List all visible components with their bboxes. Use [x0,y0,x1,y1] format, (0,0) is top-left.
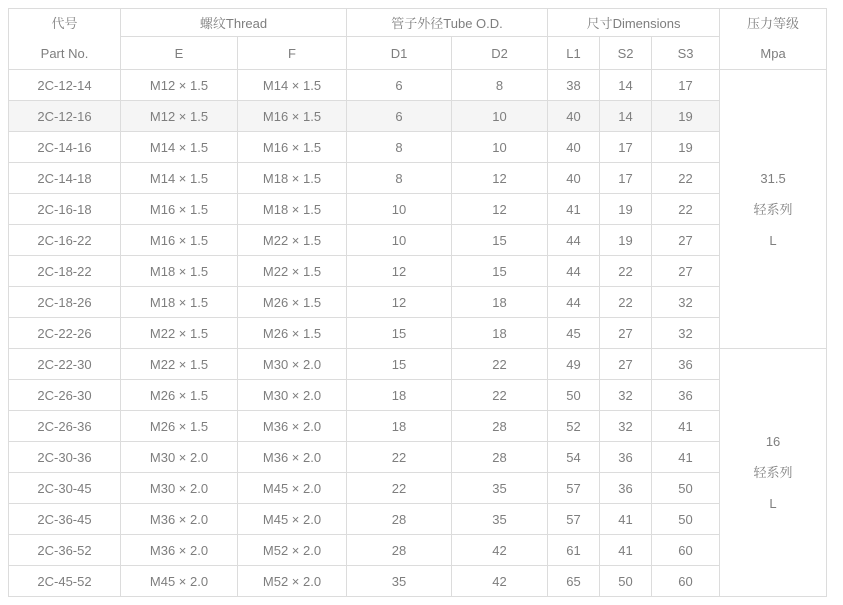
cell-s2: 27 [600,318,652,349]
cell-s2: 19 [600,194,652,225]
cell-d2: 28 [452,411,548,442]
subcol-header-d2: D2 [452,37,548,70]
cell-s3: 41 [652,442,720,473]
cell-part-no: 2C-16-22 [9,225,121,256]
subcol-header-e: E [121,37,238,70]
cell-part-no: 2C-18-26 [9,287,121,318]
cell-s2: 17 [600,132,652,163]
header-sub-row [9,37,827,70]
cell-thread-e: M14 × 1.5 [121,163,238,194]
cell-l1: 40 [548,101,600,132]
cell-thread-f: M30 × 2.0 [238,380,347,411]
cell-thread-f: M18 × 1.5 [238,194,347,225]
cell-s2: 22 [600,256,652,287]
cell-thread-e: M30 × 2.0 [121,442,238,473]
cell-thread-f: M52 × 2.0 [238,535,347,566]
cell-d2: 42 [452,535,548,566]
spec-table [8,8,827,597]
cell-thread-f: M36 × 2.0 [238,442,347,473]
cell-d1: 15 [347,318,452,349]
cell-s3: 50 [652,504,720,535]
cell-d1: 10 [347,225,452,256]
cell-s2: 50 [600,566,652,597]
cell-s3: 19 [652,132,720,163]
cell-s2: 41 [600,535,652,566]
subcol-header-f: F [238,37,347,70]
table-row [9,411,827,442]
cell-part-no: 2C-12-16 [9,101,121,132]
cell-thread-f: M30 × 2.0 [238,349,347,380]
cell-part-no: 2C-14-18 [9,163,121,194]
cell-d1: 22 [347,473,452,504]
cell-l1: 57 [548,504,600,535]
table-row [9,535,827,566]
cell-l1: 38 [548,70,600,101]
cell-pressure-group [720,349,827,597]
col-header-part-no [9,9,121,70]
cell-thread-f: M26 × 1.5 [238,318,347,349]
cell-part-no: 2C-26-36 [9,411,121,442]
cell-s3: 32 [652,318,720,349]
cell-thread-f: M36 × 2.0 [238,411,347,442]
cell-d2: 18 [452,318,548,349]
cell-d2: 10 [452,132,548,163]
group-header-thread: 螺纹Thread [121,9,347,37]
cell-part-no: 2C-12-14 [9,70,121,101]
cell-part-no: 2C-36-45 [9,504,121,535]
group-header-tube-od: 管子外径Tube O.D. [347,9,548,37]
cell-thread-f: M14 × 1.5 [238,70,347,101]
cell-s3: 41 [652,411,720,442]
cell-d2: 35 [452,504,548,535]
pressure-line: L [769,496,777,511]
cell-thread-f: M22 × 1.5 [238,256,347,287]
cell-l1: 52 [548,411,600,442]
cell-pressure-group [720,70,827,349]
table-row [9,194,827,225]
pressure-line: 轻系列 [753,201,793,217]
cell-d1: 22 [347,442,452,473]
cell-d1: 18 [347,411,452,442]
cell-s2: 41 [600,504,652,535]
cell-s2: 14 [600,70,652,101]
cell-thread-e: M22 × 1.5 [121,318,238,349]
cell-d1: 35 [347,566,452,597]
table-row [9,287,827,318]
cell-d1: 6 [347,70,452,101]
table-body [9,70,827,597]
pressure-line: 16 [765,434,781,449]
cell-part-no: 2C-22-26 [9,318,121,349]
cell-l1: 44 [548,225,600,256]
cell-l1: 45 [548,318,600,349]
cell-l1: 40 [548,163,600,194]
cell-l1: 57 [548,473,600,504]
cell-part-no: 2C-22-30 [9,349,121,380]
cell-part-no: 2C-14-16 [9,132,121,163]
table-row [9,225,827,256]
cell-thread-e: M36 × 2.0 [121,535,238,566]
cell-d2: 18 [452,287,548,318]
col-header-pressure [720,9,827,70]
cell-d1: 12 [347,287,452,318]
cell-s3: 60 [652,535,720,566]
cell-d2: 15 [452,225,548,256]
table-row [9,380,827,411]
table-row [9,349,827,380]
cell-d2: 8 [452,70,548,101]
cell-d2: 12 [452,163,548,194]
cell-s3: 27 [652,225,720,256]
cell-thread-e: M18 × 1.5 [121,256,238,287]
pressure-line: L [769,232,777,248]
cell-l1: 44 [548,256,600,287]
cell-d2: 12 [452,194,548,225]
cell-thread-f: M26 × 1.5 [238,287,347,318]
cell-thread-f: M45 × 2.0 [238,504,347,535]
table-row [9,566,827,597]
table-row [9,70,827,101]
cell-d1: 12 [347,256,452,287]
cell-s2: 19 [600,225,652,256]
cell-s2: 36 [600,442,652,473]
cell-s2: 14 [600,101,652,132]
table-row [9,132,827,163]
subcol-header-s2: S2 [600,37,652,70]
cell-s2: 32 [600,380,652,411]
cell-d2: 22 [452,380,548,411]
cell-thread-e: M36 × 2.0 [121,504,238,535]
cell-l1: 61 [548,535,600,566]
cell-thread-f: M45 × 2.0 [238,473,347,504]
cell-thread-e: M22 × 1.5 [121,349,238,380]
cell-d1: 10 [347,194,452,225]
cell-s3: 32 [652,287,720,318]
table-row [9,101,827,132]
cell-l1: 44 [548,287,600,318]
cell-s3: 22 [652,163,720,194]
part-no-label-zh: 代号 [51,16,78,31]
cell-d2: 28 [452,442,548,473]
cell-part-no: 2C-45-52 [9,566,121,597]
cell-s3: 36 [652,380,720,411]
cell-d1: 28 [347,504,452,535]
cell-s3: 17 [652,70,720,101]
cell-d2: 22 [452,349,548,380]
header-group-row [9,9,827,37]
table-row [9,442,827,473]
cell-s3: 60 [652,566,720,597]
cell-l1: 49 [548,349,600,380]
table-row [9,256,827,287]
cell-l1: 41 [548,194,600,225]
cell-thread-e: M45 × 2.0 [121,566,238,597]
cell-s3: 19 [652,101,720,132]
cell-s2: 32 [600,411,652,442]
cell-part-no: 2C-36-52 [9,535,121,566]
cell-d1: 18 [347,380,452,411]
group-header-dimensions: 尺寸Dimensions [548,9,720,37]
table-row [9,473,827,504]
cell-part-no: 2C-18-22 [9,256,121,287]
cell-l1: 54 [548,442,600,473]
cell-thread-f: M16 × 1.5 [238,132,347,163]
pressure-label-en: Mpa [760,46,786,61]
cell-thread-e: M26 × 1.5 [121,411,238,442]
cell-d1: 28 [347,535,452,566]
table-row [9,163,827,194]
cell-l1: 50 [548,380,600,411]
cell-thread-f: M18 × 1.5 [238,163,347,194]
cell-s2: 27 [600,349,652,380]
cell-d2: 42 [452,566,548,597]
cell-s3: 27 [652,256,720,287]
cell-d1: 15 [347,349,452,380]
cell-d2: 10 [452,101,548,132]
cell-s3: 22 [652,194,720,225]
cell-thread-e: M14 × 1.5 [121,132,238,163]
pressure-line: 轻系列 [753,465,793,480]
pressure-label-zh: 压力等级 [747,16,800,31]
cell-l1: 65 [548,566,600,597]
cell-s2: 17 [600,163,652,194]
cell-d1: 6 [347,101,452,132]
cell-s3: 50 [652,473,720,504]
cell-part-no: 2C-30-45 [9,473,121,504]
cell-thread-e: M16 × 1.5 [121,225,238,256]
cell-part-no: 2C-30-36 [9,442,121,473]
subcol-header-s3: S3 [652,37,720,70]
cell-s3: 36 [652,349,720,380]
cell-thread-f: M52 × 2.0 [238,566,347,597]
cell-d2: 35 [452,473,548,504]
cell-thread-f: M16 × 1.5 [238,101,347,132]
cell-thread-e: M12 × 1.5 [121,101,238,132]
cell-thread-e: M16 × 1.5 [121,194,238,225]
cell-thread-e: M26 × 1.5 [121,380,238,411]
cell-thread-e: M12 × 1.5 [121,70,238,101]
part-no-label-en: Part No. [40,46,89,61]
subcol-header-d1: D1 [347,37,452,70]
table-row [9,504,827,535]
table-row [9,318,827,349]
cell-part-no: 2C-26-30 [9,380,121,411]
cell-thread-e: M30 × 2.0 [121,473,238,504]
cell-s2: 36 [600,473,652,504]
cell-thread-e: M18 × 1.5 [121,287,238,318]
subcol-header-l1: L1 [548,37,600,70]
pressure-line: 31.5 [760,170,786,186]
cell-d2: 15 [452,256,548,287]
cell-s2: 22 [600,287,652,318]
cell-l1: 40 [548,132,600,163]
cell-d1: 8 [347,132,452,163]
cell-thread-f: M22 × 1.5 [238,225,347,256]
cell-d1: 8 [347,163,452,194]
cell-part-no: 2C-16-18 [9,194,121,225]
